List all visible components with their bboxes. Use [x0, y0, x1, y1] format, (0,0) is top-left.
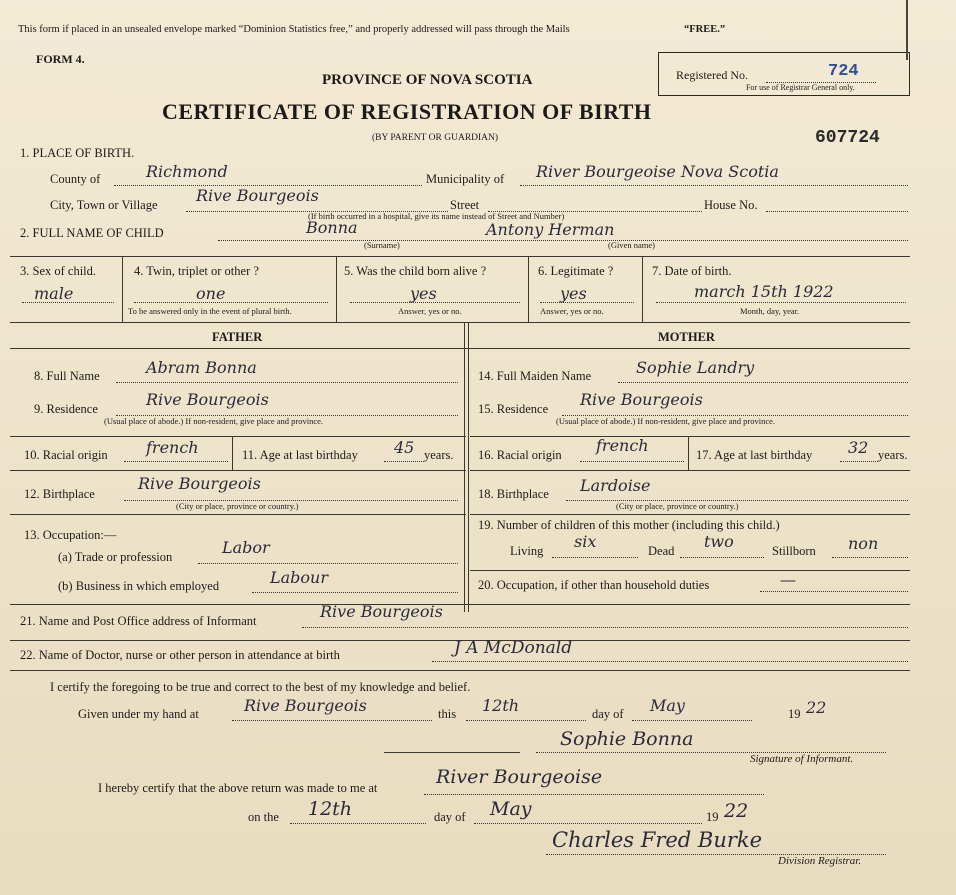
trade-line [198, 563, 458, 564]
divider [470, 514, 910, 515]
divider [122, 256, 123, 322]
municipality-value: River Bourgeoise Nova Scotia [536, 162, 779, 181]
mother-occupation-label: 20. Occupation, if other than household duties [478, 578, 710, 592]
mother-name-value: Sophie Landry [636, 358, 755, 377]
mother-name-line [618, 382, 908, 383]
stillborn-value: non [848, 534, 879, 553]
return-place: River Bourgeoise [436, 766, 603, 788]
mother-race-line [580, 461, 684, 462]
divider [10, 256, 910, 257]
father-occupation-label: 13. Occupation:— [24, 528, 117, 542]
father-name-label: 8. Full Name [34, 369, 100, 383]
signature-caption: Signature of Informant. [750, 753, 854, 765]
municipality-label: Municipality of [426, 172, 505, 186]
year-prefix: 19 [788, 707, 801, 721]
divider [10, 514, 466, 515]
child-name-label: 2. FULL NAME OF CHILD [20, 226, 164, 240]
divider [642, 256, 643, 322]
dead-value: two [704, 532, 734, 551]
divider [10, 436, 466, 437]
this-label: this [438, 707, 457, 721]
legitimate-note: Answer, yes or no. [540, 306, 604, 316]
mother-residence-label: 15. Residence [478, 402, 549, 416]
divider [464, 322, 465, 612]
given-label: Given under my hand at [78, 707, 199, 721]
return-label: I hereby certify that the above return was made to me at [98, 781, 378, 795]
date-label: 7. Date of birth. [652, 264, 732, 278]
father-race-line [124, 461, 228, 462]
month-line [632, 720, 752, 721]
return-month-line [474, 823, 702, 824]
divider [468, 322, 469, 612]
dead-label: Dead [648, 544, 675, 558]
divider [10, 348, 910, 349]
divider [688, 436, 689, 470]
given-month: May [650, 696, 685, 715]
return-year-prefix: 19 [706, 810, 719, 824]
divider [10, 604, 910, 605]
doctor-label: 22. Name of Doctor, nurse or other person in attendance at birth [20, 648, 340, 662]
surname-caption: (Surname) [364, 240, 400, 250]
alive-note: Answer, yes or no. [398, 306, 462, 316]
doctor-line [432, 661, 908, 662]
return-month: May [490, 798, 532, 820]
father-residence-value: Rive Bourgeois [146, 390, 269, 409]
father-name-line [116, 382, 458, 383]
business-label: (b) Business in which employed [58, 579, 220, 593]
mother-occupation-line [760, 591, 908, 592]
place-heading: 1. PLACE OF BIRTH. [20, 146, 135, 160]
father-race-value: french [146, 438, 199, 457]
divider [10, 670, 910, 671]
legitimate-label: 6. Legitimate ? [538, 264, 614, 278]
child-surname: Bonna [306, 218, 358, 237]
mother-occupation-value: — [780, 570, 796, 589]
divider [232, 436, 233, 470]
informant-value: Rive Bourgeois [320, 602, 443, 621]
divider [384, 752, 520, 753]
municipality-line [520, 185, 908, 186]
serial-number: 607724 [815, 128, 880, 148]
house-line [766, 211, 908, 212]
mail-free: “FREE.” [684, 24, 726, 35]
living-value: six [574, 532, 597, 551]
mail-notice: This form if placed in an unsealed envelope marked “Dominion Statistics free,” and properly addressed will pass through the Mails [18, 24, 570, 35]
mother-race-label: 16. Racial origin [478, 448, 562, 462]
given-place-line [232, 720, 432, 721]
child-given-name: Antony Herman [486, 220, 615, 239]
mother-birthplace-note: (City or place, province or country.) [616, 501, 739, 511]
father-age-line [384, 461, 424, 462]
mother-age-label: 17. Age at last birthday [696, 448, 813, 462]
county-value: Richmond [146, 162, 228, 181]
father-residence-note: (Usual place of abode.) If non-resident, give place and province. [104, 416, 324, 426]
informant-label: 21. Name and Post Office address of Informant [20, 614, 257, 628]
mother-age-unit: years. [878, 448, 908, 462]
living-label: Living [510, 544, 544, 558]
divider [470, 570, 910, 571]
child-name-line [218, 240, 908, 241]
legitimate-line [540, 302, 634, 303]
registrar-caption: Division Registrar. [778, 855, 862, 867]
twin-line [134, 302, 328, 303]
father-age-value: 45 [394, 438, 415, 457]
registered-label: Registered No. [676, 68, 748, 82]
father-age-label: 11. Age at last birthday [242, 448, 358, 462]
mother-residence-note: (Usual place of abode.) If non-resident, give place and province. [556, 416, 776, 426]
divider [10, 470, 466, 471]
informant-signature: Sophie Bonna [560, 728, 694, 750]
divider [470, 470, 910, 471]
father-age-unit: years. [424, 448, 454, 462]
sex-label: 3. Sex of child. [20, 264, 97, 278]
dead-line [680, 557, 764, 558]
father-birthplace-value: Rive Bourgeois [138, 474, 261, 493]
divider [470, 436, 910, 437]
return-place-line [424, 794, 764, 795]
business-line [252, 592, 458, 593]
mother-race-value: french [596, 436, 649, 455]
return-day: 12th [308, 798, 353, 820]
given-day: 12th [482, 696, 520, 715]
mother-birthplace-value: Lardoise [580, 476, 651, 495]
return-day-line [290, 823, 426, 824]
divider [10, 322, 910, 323]
return-year: 22 [724, 800, 749, 822]
mother-age-line [840, 461, 878, 462]
father-residence-label: 9. Residence [34, 402, 98, 416]
given-caption: (Given name) [608, 240, 655, 250]
trade-label: (a) Trade or profession [58, 550, 173, 564]
business-value: Labour [270, 568, 328, 587]
city-label: City, Town or Village [50, 198, 158, 212]
return-day-of: day of [434, 810, 466, 824]
mother-name-label: 14. Full Maiden Name [478, 369, 592, 383]
father-birthplace-note: (City or place, province or country.) [176, 501, 299, 511]
divider [528, 256, 529, 322]
day-of-label: day of [592, 707, 624, 721]
legitimate-value: yes [560, 284, 587, 303]
county-label: County of [50, 172, 101, 186]
on-the-label: on the [248, 810, 279, 824]
subtitle: (BY PARENT OR GUARDIAN) [372, 133, 499, 143]
registrar-signature: Charles Fred Burke [552, 828, 763, 852]
trade-value: Labor [222, 538, 270, 557]
given-year: 22 [806, 698, 827, 717]
father-race-label: 10. Racial origin [24, 448, 108, 462]
alive-label: 5. Was the child born alive ? [344, 264, 487, 278]
date-note: Month, day, year. [740, 306, 800, 316]
registrar-note: For use of Registrar General only. [746, 83, 855, 92]
mother-birthplace-label: 18. Birthplace [478, 487, 549, 501]
doctor-value: J A McDonald [454, 638, 573, 658]
living-line [552, 557, 638, 558]
province-heading: PROVINCE OF NOVA SCOTIA [322, 72, 533, 88]
mother-heading: MOTHER [658, 330, 715, 344]
form-number: FORM 4. [36, 52, 85, 66]
alive-value: yes [410, 284, 437, 303]
house-label: House No. [704, 198, 758, 212]
stillborn-label: Stillborn [772, 544, 816, 558]
day-line [466, 720, 586, 721]
informant-line [302, 627, 908, 628]
street-label: Street [450, 198, 480, 212]
city-value: Rive Bourgeois [196, 186, 319, 205]
mother-residence-value: Rive Bourgeois [580, 390, 703, 409]
street-note: (If birth occurred in a hospital, give its name instead of Street and Number) [308, 211, 565, 221]
twin-value: one [196, 284, 226, 303]
mother-age-value: 32 [848, 438, 869, 457]
page-title: CERTIFICATE OF REGISTRATION OF BIRTH [162, 99, 652, 124]
stillborn-line [832, 557, 908, 558]
sex-value: male [34, 284, 74, 303]
twin-label: 4. Twin, triplet or other ? [134, 264, 259, 278]
father-name-value: Abram Bonna [146, 358, 257, 377]
registered-number: 724 [828, 62, 859, 81]
margin-mark [906, 0, 908, 60]
given-place: Rive Bourgeois [244, 696, 367, 715]
father-heading: FATHER [212, 330, 263, 344]
divider [336, 256, 337, 322]
date-line [656, 302, 906, 303]
children-label: 19. Number of children of this mother (including this child.) [478, 518, 780, 532]
twin-note: To be answered only in the event of plural birth. [128, 306, 292, 316]
date-value: march 15th 1922 [694, 282, 834, 301]
father-birthplace-label: 12. Birthplace [24, 487, 95, 501]
certify-statement: I certify the foregoing to be true and correct to the best of my knowledge and belief. [50, 680, 471, 694]
